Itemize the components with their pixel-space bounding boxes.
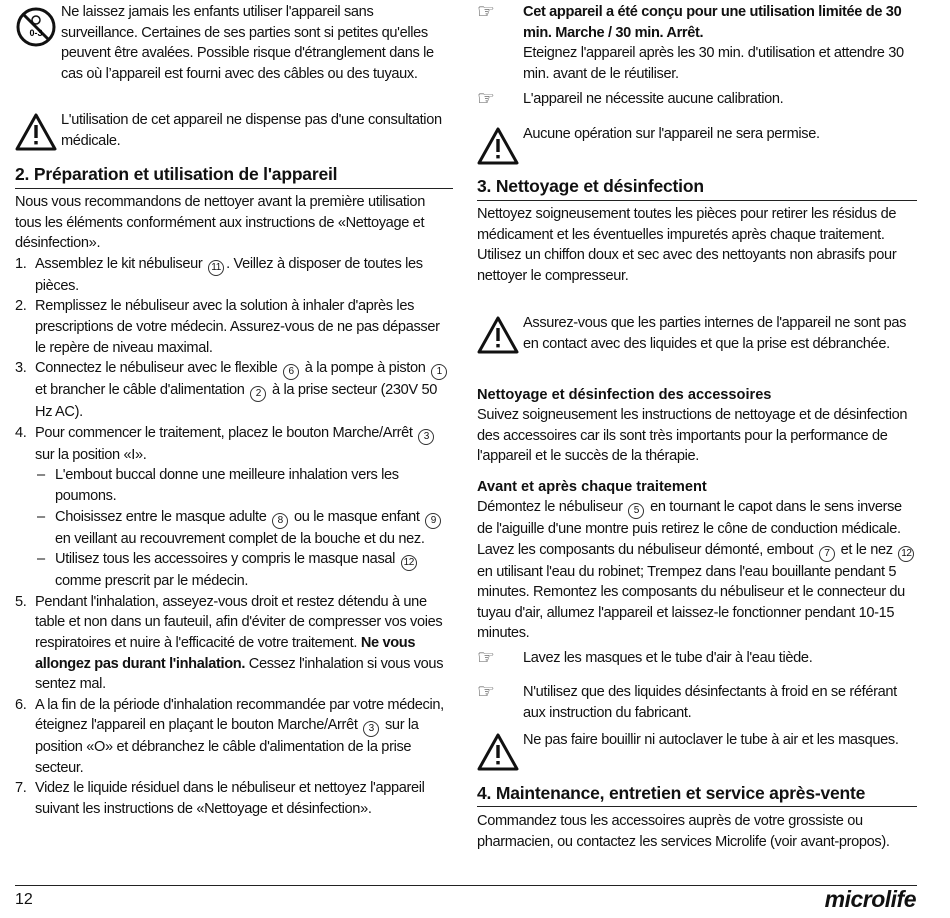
step-4-item: – Choisissez entre le masque adulte 8 ou le masque enfant 9 en veillant au recouvrement complet de la bouche et du nez. [35, 507, 453, 550]
child-warning-block [15, 2, 453, 84]
warn-internal-parts [477, 313, 917, 354]
pointing-hand-icon: ☞ [477, 681, 495, 703]
section2-intro: Nous vous recommandons de nettoyer avant la première utilisation tous les éléments conformément aux instructions de «Nettoyage et désinfection». [15, 194, 425, 252]
ref-circle: 3 [363, 721, 379, 737]
ref-circle: 11 [208, 260, 224, 276]
section2-body [15, 192, 453, 820]
note-disinfectants [477, 682, 917, 723]
note-wash-masks-text: Lavez les masques et le tube d'air à l'eau tiède. [523, 650, 813, 666]
pointing-hand-icon: ☞ [477, 647, 495, 669]
before-after-title: Avant et après chaque traitement [477, 479, 707, 495]
pointing-hand-icon: ☞ [477, 88, 495, 110]
ref-circle: 6 [283, 364, 299, 380]
warning-icon [477, 127, 519, 165]
section2-title: 2. Préparation et utilisation de l'appareil [15, 164, 338, 184]
ref-circle: 5 [628, 503, 644, 519]
ref-circle: 12 [401, 555, 417, 571]
note-calibration [477, 89, 917, 110]
steps-list [15, 254, 453, 820]
footer-rule [15, 885, 917, 886]
step-7: 7. Videz le liquide résiduel dans le nébuliseur et nettoyez l'appareil suivant les instructions de «Nettoyage et désinfection». [15, 780, 425, 818]
section4-title: 4. Maintenance, entretien et service après-vente [477, 783, 866, 803]
no-children-icon [15, 6, 57, 48]
ref-circle: 3 [418, 429, 434, 445]
section3-para2: Utilisez un chiffon doux et sec avec des nettoyants non abrasifs pour nettoyer le compresseur. [477, 247, 897, 284]
ref-circle: 9 [425, 513, 441, 529]
section4-rule [477, 806, 917, 807]
warn-no-boiling [477, 730, 917, 751]
before-after-treatment [477, 477, 917, 644]
step-6: 6. A la fin de la période d'inhalation recommandée par votre médecin, éteignez l'appareil en plaçant le bouton Marche/Arrêt 3 sur la position «O» et débranchez le câble d'alimentation de la prise secteur. [15, 696, 444, 776]
before-after-text: Démontez le nébuliseur 5 en tournant le capot dans le sens inverse de l'aiguille d'une montre puis retirez le cône de conduction médicale. Lavez les composants du nébuliseur démonté, embout 7 et le nez 12 en utilisant l'eau du robinet; Trempez dans l'eau bouillante pendant 5 minutes. Remontez les composants du nébuliseur et le connecteur du tuyau d'air, allumez l'appareil et laissez-le fonctionner pendant 10-15 minutes. [477, 497, 917, 644]
warning-icon [15, 113, 57, 151]
warn-no-boiling-text: Ne pas faire bouillir ni autoclaver le tube à air et les masques. [523, 732, 899, 748]
note-wash-masks [477, 648, 917, 669]
accessories-cleaning-title: Nettoyage et désinfection des accessoires [477, 387, 772, 403]
accessories-cleaning-text: Suivez soigneusement les instructions de nettoyage et de désinfection des accessoires car ils sont très importants pour la performance de l'appareil et le succès de la thérapie. [477, 407, 908, 465]
warning-icon [477, 316, 519, 354]
consult-warning-block [15, 110, 453, 151]
note-calibration-text: L'appareil ne nécessite aucune calibration. [523, 91, 784, 107]
step-4-sublist [35, 465, 453, 591]
section2-rule [15, 188, 453, 189]
warn-internal-parts-text: Assurez-vous que les parties internes de l'appareil ne sont pas en contact avec des liquides et que la prise est débranchée. [523, 315, 907, 352]
consult-warning-text: L'utilisation de cet appareil ne dispense pas d'une consultation médicale. [61, 112, 442, 149]
age-label: 0-3 [29, 28, 43, 38]
note-disinfectants-text: N'utilisez que des liquides désinfectants à froid en se référant aux instruction du fabricant. [523, 684, 897, 721]
note-usage-limit [477, 2, 917, 84]
warn-no-modification-text: Aucune opération sur l'appareil ne sera permise. [523, 126, 820, 142]
step-1: 1. Assemblez le kit nébuliseur 11 . Veillez à disposer de toutes les pièces. [15, 255, 423, 294]
step-5: 5. Pendant l'inhalation, asseyez-vous droit et restez détendu à une table et non dans un fauteuil, afin d'éviter de compresser vos voies respiratoires et nuire à l'efficacité de votre traitement. Ne vous allongez pas durant l'inhalation. Cessez l'inhalation si vous vous sentez mal. [15, 593, 444, 693]
section3-rule [477, 200, 917, 201]
note-usage-limit-bold: Cet appareil a été conçu pour une utilisation limitée de 30 min. Marche / 30 min. Arrêt. [523, 4, 902, 41]
ref-circle: 2 [250, 386, 266, 402]
step-4: 4. Pour commencer le traitement, placez le bouton Marche/Arrêt 3 sur la position «I». – L'embout buccal donne une meilleure inhalation vers les poumons. – Choisissez entre le masque adulte 8 ou le masque enfant 9 en veillant au recouvrement complet de la bouche et du nez. – Utilisez tous les accessoires y compris le masque nasal 12 comme prescrit par le médecin. [15, 423, 453, 592]
section3-para1: Nettoyez soigneusement toutes les pièces pour retirer les résidus de médicament et les éventuelles impuretés après chaque traitement. [477, 206, 897, 243]
section4-body [477, 811, 917, 852]
step-3: 3. Connectez le nébuliseur avec le flexible 6 à la pompe à piston 1 et brancher le câble d'alimentation 2 à la prise secteur (230V 50 Hz AC). [15, 358, 453, 423]
brand-logo: microlife [824, 886, 916, 912]
note-usage-limit-text: Eteignez l'appareil après les 30 min. d'utilisation et attendre 30 min. avant de le réutiliser. [523, 45, 904, 82]
ref-circle: 7 [819, 546, 835, 562]
ref-circle: 1 [431, 364, 447, 380]
section4-text: Commandez tous les accessoires auprès de votre grossiste ou pharmacien, ou contactez les services Microlife (voir avant-propos). [477, 813, 890, 850]
step-2: 2. Remplissez le nébuliseur avec la solution à inhaler d'après les prescriptions de votre médecin. Assurez-vous de ne pas dépasser le repère de niveau maximal. [15, 298, 440, 356]
section3-body [477, 204, 917, 286]
pointing-hand-icon: ☞ [477, 1, 495, 23]
section3-title: 3. Nettoyage et désinfection [477, 176, 704, 196]
warn-no-modification [477, 124, 917, 145]
ref-circle: 12 [898, 546, 914, 562]
warning-icon [477, 733, 519, 771]
step-4-item: – L'embout buccal donne une meilleure inhalation vers les poumons. [35, 465, 453, 506]
page-number: 12 [15, 891, 33, 908]
step-4-item: – Utilisez tous les accessoires y compris le masque nasal 12 comme prescrit par le médecin. [35, 549, 453, 592]
ref-circle: 8 [272, 513, 288, 529]
accessories-cleaning [477, 385, 917, 467]
child-warning-text: Ne laissez jamais les enfants utiliser l'appareil sans surveillance. Certaines de ses parties sont si petites qu'elles peuvent être avalées. Possible risque d'étranglement dans le cas où l’appareil est fourni avec des câbles ou des tuyaux. [61, 4, 434, 82]
